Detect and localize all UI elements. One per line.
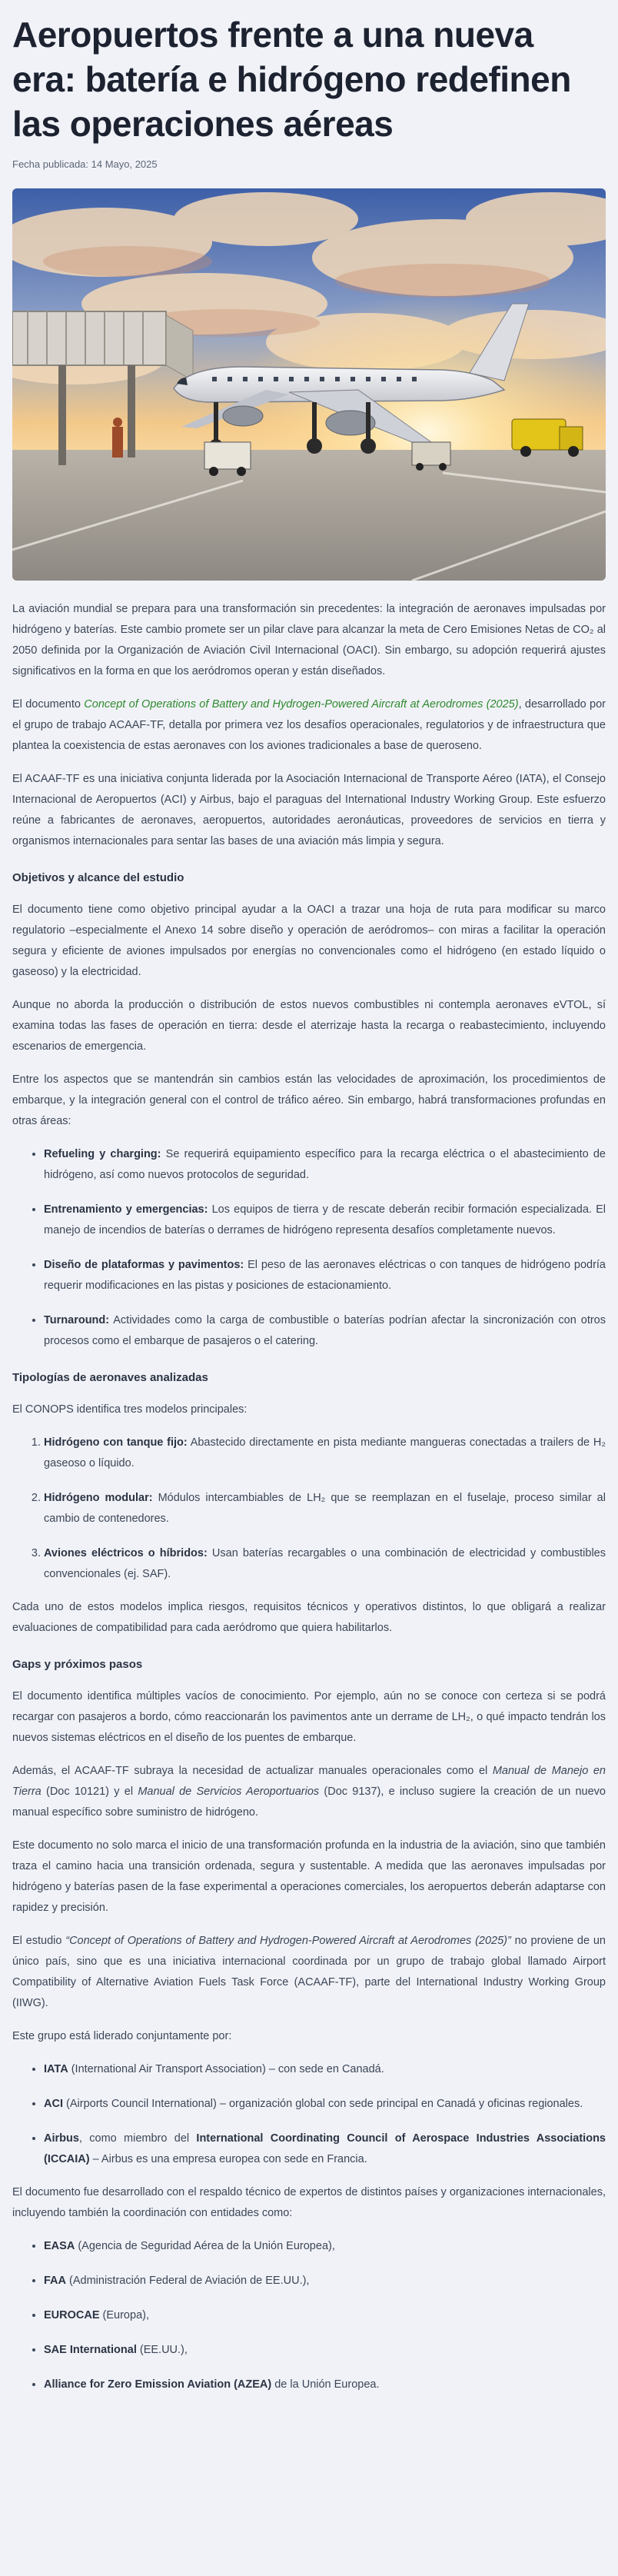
paragraph-acaaf: El ACAAF-TF es una iniciativa conjunta liderada por la Asociación Internacional de Transporte Aéreo (IATA), el Consejo Internacional de Aeropuertos (ACI) y Airbus, bajo el paraguas del International Industry Working Group. Este esfuerzo reúne a fabricantes de aeronaves, aeropuertos, autoridades aeronáuticas, proveedores de servicios en tierra y organismos internacionales para sentar las bases de una aviación más limpia y segura. xyxy=(12,773,606,847)
hero-image xyxy=(12,188,606,581)
airport-sunset-illustration xyxy=(12,188,606,581)
publish-date: Fecha publicada: 14 Mayo, 2025 xyxy=(12,158,158,170)
list-item: • Turnaround: Actividades como la carga de combustible o baterías podrían afectar la sincronización con otros procesos como el embarque de pasajeros o el catering. xyxy=(44,1310,606,1352)
heading-gaps: Gaps y próximos pasos xyxy=(12,1658,143,1671)
document-link[interactable]: Concept of Operations of Battery and Hydrogen-Powered Aircraft at Aerodromes (2025) xyxy=(84,698,519,711)
paragraph-respaldo: El documento fue desarrollado con el respaldo técnico de expertos de distintos países y organizaciones internacionales, incluyendo también la coordinación con entidades como: xyxy=(12,2186,606,2219)
paragraph-cambios: Entre los aspectos que se mantendrán sin cambios están las velocidades de aproximación, los procedimientos de embarque, y la integración general con el control de tráfico aéreo. Sin embargo, habrá transformaciones profundas en otras áreas: xyxy=(12,1073,606,1127)
paragraph-liderado: Este grupo está liderado conjuntamente por: xyxy=(12,2030,232,2042)
changes-list xyxy=(12,1144,606,1352)
list-item: 2. Hidrógeno modular: Módulos intercambiables de LH₂ que se reemplazan en el fuselaje, proceso similar al cambio de contenedores. xyxy=(44,1488,606,1529)
heading-tipologias: Tipologías de aeronaves analizadas xyxy=(12,1371,208,1384)
list-item: • EUROCAE (Europa), xyxy=(44,2305,606,2326)
paragraph-riesgos: Cada uno de estos modelos implica riesgos, requisitos técnicos y operativos distintos, lo que obligará a realizar evaluaciones de compatibilidad para cada aeródromo que quiera habilitarlos. xyxy=(12,1601,606,1634)
list-item: • EASA (Agencia de Seguridad Aérea de la Unión Europea), xyxy=(44,2236,606,2257)
list-item: • FAA (Administración Federal de Aviación de EE.UU.), xyxy=(44,2271,606,2291)
paragraph-alcance: Aunque no aborda la producción o distribución de estos nuevos combustibles ni contempla aeronaves eVTOL, sí examina todas las fases de operación en tierra: desde el aterrizaje hasta la recarga o reabastecimiento, incluyendo escenarios de emergencia. xyxy=(12,999,606,1053)
list-item: • Refueling y charging: Se requerirá equipamiento específico para la recarga eléctrica o el abastecimiento de hidrógeno, así como nuevos protocolos de seguridad. xyxy=(44,1144,606,1186)
list-item: • IATA (International Air Transport Association) – con sede en Canadá. xyxy=(44,2059,606,2080)
list-item: • ACI (Airports Council International) – organización global con sede principal en Canadá y oficinas regionales. xyxy=(44,2094,606,2115)
list-item: • Diseño de plataformas y pavimentos: El peso de las aeronaves eléctricas o con tanques de hidrógeno podría requerir modificaciones en las pistas y posiciones de estacionamiento. xyxy=(44,1255,606,1296)
entities-list xyxy=(12,2236,606,2395)
leaders-list xyxy=(12,2059,606,2170)
list-item: • Alliance for Zero Emission Aviation (AZEA) de la Unión Europea. xyxy=(44,2375,606,2395)
paragraph-manuales: Además, el ACAAF-TF subraya la necesidad de actualizar manuales operacionales como el Manual de Manejo en Tierra (Doc 10121) y el Manual de Servicios Aeroportuarios (Doc 9137), e incluso sugiere la creación de un nuevo manual específico sobre suministro de hidrógeno. xyxy=(12,1765,606,1819)
paragraph-document: El documento Concept of Operations of Battery and Hydrogen-Powered Aircraft at Aerodromes (2025), desarrollado por el grupo de trabajo ACAAF-TF, detalla por primera vez los desafíos operacionales, regulatorios y de infraestructura que plantea la coexistencia de estas aeronaves con los aviones tradicionales a base de queroseno. xyxy=(12,698,606,752)
list-item: 1. Hidrógeno con tanque fijo: Abastecido directamente en pista mediante mangueras conectadas a trailers de H₂ gaseoso o líquido. xyxy=(44,1433,606,1474)
heading-objetivos: Objetivos y alcance del estudio xyxy=(12,871,184,884)
article-body xyxy=(12,599,606,2395)
paragraph-intro: La aviación mundial se prepara para una transformación sin precedentes: la integración de aeronaves impulsadas por hidrógeno y baterías. Este cambio promete ser un pilar clave para alcanzar la meta de Cero Emisiones Netas de CO₂ al 2050 definida por la Organización de Aviación Civil Internacional (OACI). Sin embargo, su adopción requerirá ajustes significativos en la forma en que los aeródromos operan y están diseñados. xyxy=(12,603,606,677)
list-item: 3. Aviones eléctricos o híbridos: Usan baterías recargables o una combinación de electricidad y combustibles convencionales (ej. SAF). xyxy=(44,1543,606,1585)
paragraph-transicion: Este documento no solo marca el inicio de una transformación profunda en la industria de la aviación, sino que también traza el camino hacia una transición ordenada, segura y sustentable. A medida que las aeronaves impulsadas por hidrógeno y baterías pasen de la fase experimental a operaciones comerciales, los aeropuertos deberán adaptarse con rapidez y precisión. xyxy=(12,1839,606,1914)
paragraph-conops: El CONOPS identifica tres modelos principales: xyxy=(12,1403,248,1416)
list-item: • Entrenamiento y emergencias: Los equipos de tierra y de rescate deberán recibir formación especializada. El manejo de incendios de baterías o derrames de hidrógeno representa desafíos completamente nuevos. xyxy=(44,1200,606,1241)
paragraph-vacios: El documento identifica múltiples vacíos de conocimiento. Por ejemplo, aún no se conoce con certeza si se podrá recargar con pasajeros a bordo, cómo reaccionarán los pavimentos ante un derrame de LH₂, o qué impacto tendrán los nuevos sistemas eléctricos en el diseño de los puentes de embarque. xyxy=(12,1690,606,1744)
paragraph-objetivo: El documento tiene como objetivo principal ayudar a la OACI a trazar una hoja de ruta para modificar su marco regulatorio –especialmente el Anexo 14 sobre diseño y operación de aeródromos– con miras a facilitar la operación segura y eficiente de aviones impulsados por energías no convencionales como el hidrógeno (en estado líquido o gaseoso) y la electricidad. xyxy=(12,904,606,978)
models-list xyxy=(12,1433,606,1585)
list-item: • Airbus, como miembro del International Coordinating Council of Aerospace Industries Associations (ICCAIA) – Airbus es una empresa europea con sede en Francia. xyxy=(44,2128,606,2170)
paragraph-estudio: El estudio “Concept of Operations of Battery and Hydrogen-Powered Aircraft at Aerodromes (2025)” no proviene de un único país, sino que es una iniciativa internacional coordinada por un grupo de trabajo global llamado Airport Compatibility of Alternative Aviation Fuels Task Force (ACAAF-TF), parte del International Industry Working Group (IIWG). xyxy=(12,1935,606,2009)
article-title: Aeropuertos frente a una nueva era: batería e hidrógeno redefinen las operaciones aéreas xyxy=(12,15,571,144)
list-item: • SAE International (EE.UU.), xyxy=(44,2340,606,2361)
